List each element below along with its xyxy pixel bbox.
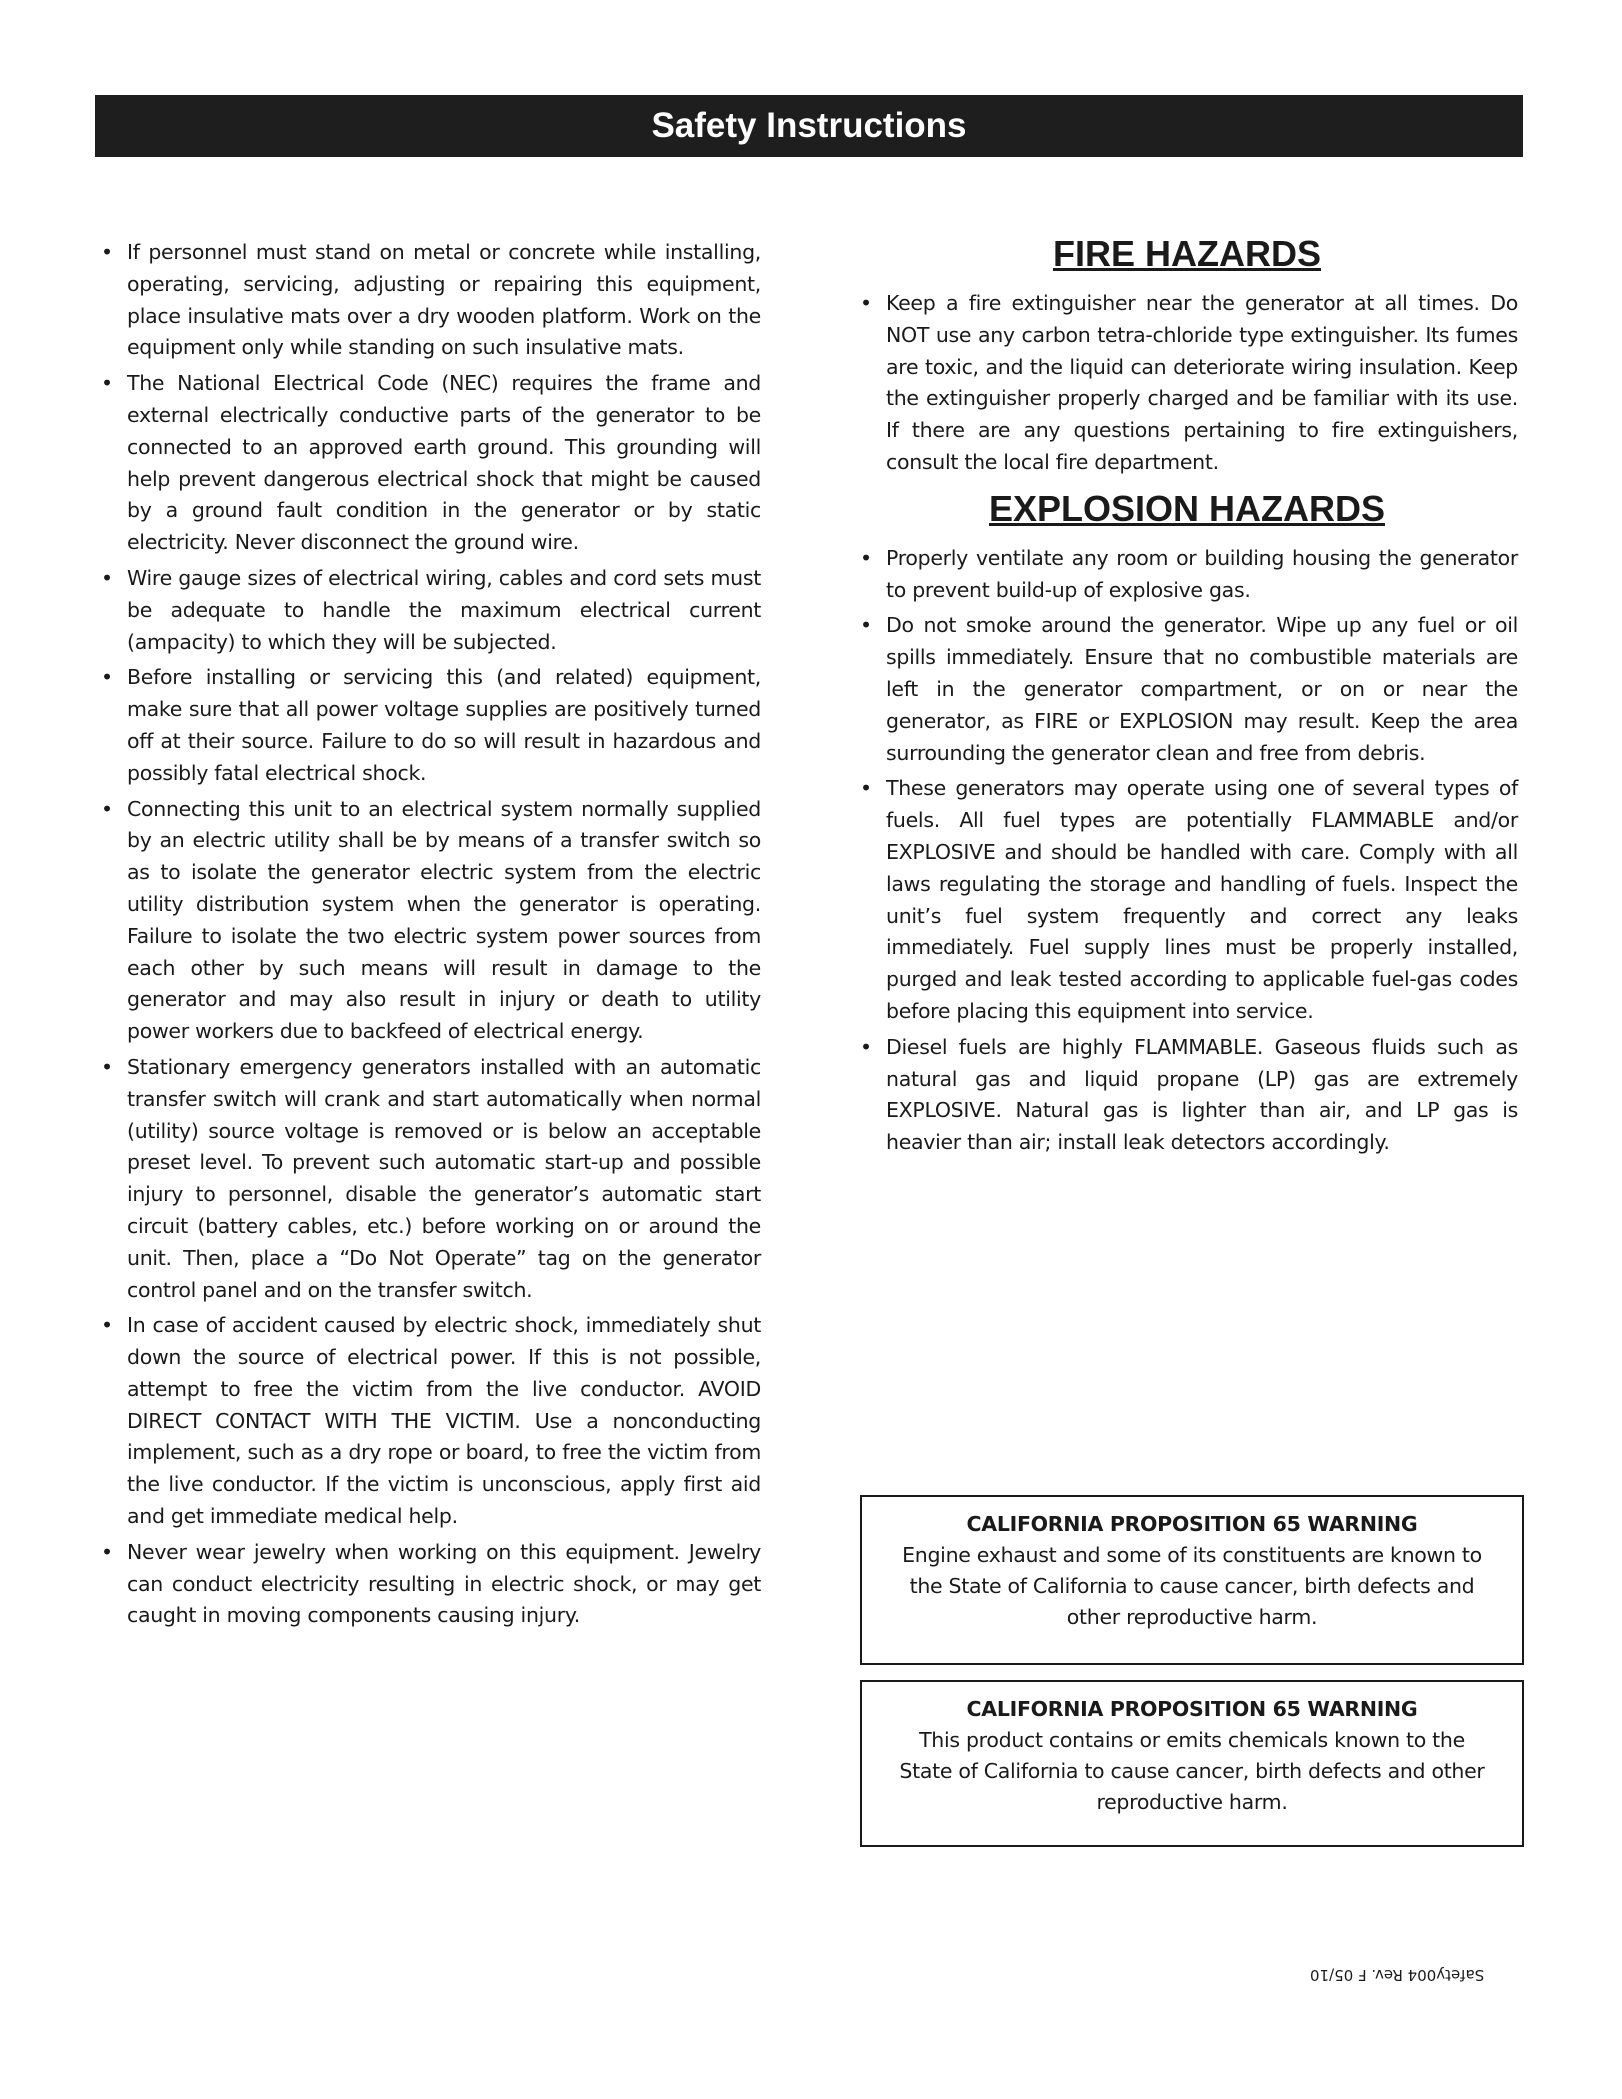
explosion-hazards-heading: EXPLOSION HAZARDS: [988, 487, 1386, 529]
fire-hazards-list: [856, 288, 1518, 479]
list-item: • In case of accident caused by electric shock, immediately shut down the source of electrical power. If this is not possible, attempt to free the victim from the live conductor. AVOID DIRECT CONTACT WITH THE VICTIM. Use a nonconducting implement, such as a dry rope or board, to free the victim from the live conductor. If the victim is unconscious, apply first aid and get immediate medical help.: [97, 1310, 761, 1533]
list-item: • Do not smoke around the generator. Wipe up any fuel or oil spills immediately. Ensure that no combustible materials are left in the generator compartment, or on or near the generator, as FIRE or EXPLOSION may result. Keep the area surrounding the generator clean and free from debris.: [856, 610, 1518, 769]
list-item: • The National Electrical Code (NEC) requires the frame and external electrically conductive parts of the generator to be connected to an approved earth ground. This grounding will help prevent dangerous electrical shock that might be caused by a ground fault condition in the generator or by static electricity. Never disconnect the ground wire.: [97, 368, 761, 559]
list-item: • Never wear jewelry when working on this equipment. Jewelry can conduct electricity resulting in electric shock, or may get caught in moving components causing injury.: [97, 1537, 761, 1632]
list-item: • Wire gauge sizes of electrical wiring, cables and cord sets must be adequate to handle the maximum electrical current (ampacity) to which they will be subjected.: [97, 563, 761, 658]
warning-text: Engine exhaust and some of its constituents are known to the State of California to cause cancer, birth defects and other reproductive harm.: [902, 1543, 1482, 1629]
list-item: • Diesel fuels are highly FLAMMABLE. Gaseous fluids such as natural gas and liquid propane (LP) gas are extremely EXPLOSIVE. Natural gas is lighter than air, and LP gas is heavier than air; install leak detectors accordingly.: [856, 1032, 1518, 1159]
list-item: • These generators may operate using one of several types of fuels. All fuel types are potentially FLAMMABLE and/or EXPLOSIVE and should be handled with care. Comply with all laws regulating the storage and handling of fuels. Inspect the unit’s fuel system frequently and correct any leaks immediately. Fuel supply lines must be properly installed, purged and leak tested according to applicable fuel-gas codes before placing this equipment into service.: [856, 773, 1518, 1027]
prop65-warning-box-exhaust: [860, 1495, 1524, 1665]
electrical-safety-list: [97, 237, 761, 1632]
right-column: [856, 232, 1518, 1163]
warning-title: CALIFORNIA PROPOSITION 65 WARNING: [966, 1697, 1418, 1721]
list-item: • Before installing or servicing this (and related) equipment, make sure that all power voltage supplies are positively turned off at their source. Failure to do so will result in hazardous and possibly fatal electrical shock.: [97, 662, 761, 789]
warning-text: This product contains or emits chemicals known to the State of California to cause cancer, birth defects and other reproductive harm.: [899, 1728, 1485, 1814]
document-revision-code: Safety004 Rev. F 05/10: [1310, 1966, 1485, 1984]
warning-title: CALIFORNIA PROPOSITION 65 WARNING: [966, 1512, 1418, 1536]
explosion-hazards-list: [856, 543, 1518, 1159]
section-header-bar: [95, 95, 1523, 157]
fire-hazards-heading: FIRE HAZARDS: [1053, 233, 1321, 274]
left-column: [97, 237, 761, 1636]
list-item: • If personnel must stand on metal or concrete while installing, operating, servicing, adjusting or repairing this equipment, place insulative mats over a dry wooden platform. Work on the equipment only while standing on such insulative mats.: [97, 237, 761, 364]
list-item: • Keep a fire extinguisher near the generator at all times. Do NOT use any carbon tetra-chloride type extinguisher. Its fumes are toxic, and the liquid can deteriorate wiring insulation. Keep the extinguisher properly charged and be familiar with its use. If there are any questions pertaining to fire extinguishers, consult the local fire department.: [856, 288, 1518, 479]
list-item: • Stationary emergency generators installed with an automatic transfer switch will crank and start automatically when normal (utility) source voltage is removed or is below an acceptable preset level. To prevent such automatic start-up and possible injury to personnel, disable the generator’s automatic start circuit (battery cables, etc.) before working on or around the unit. Then, place a “Do Not Operate” tag on the generator control panel and on the transfer switch.: [97, 1052, 761, 1306]
page-title: Safety Instructions: [651, 106, 967, 145]
prop65-warning-box-chemicals: [860, 1680, 1524, 1847]
list-item: • Properly ventilate any room or building housing the generator to prevent build-up of explosive gas.: [856, 543, 1518, 607]
list-item: • Connecting this unit to an electrical system normally supplied by an electric utility shall be by means of a transfer switch so as to isolate the generator electric system from the electric utility distribution system when the generator is operating. Failure to isolate the two electric system power sources from each other by such means will result in damage to the generator and may also result in injury or death to utility power workers due to backfeed of electrical energy.: [97, 794, 761, 1048]
